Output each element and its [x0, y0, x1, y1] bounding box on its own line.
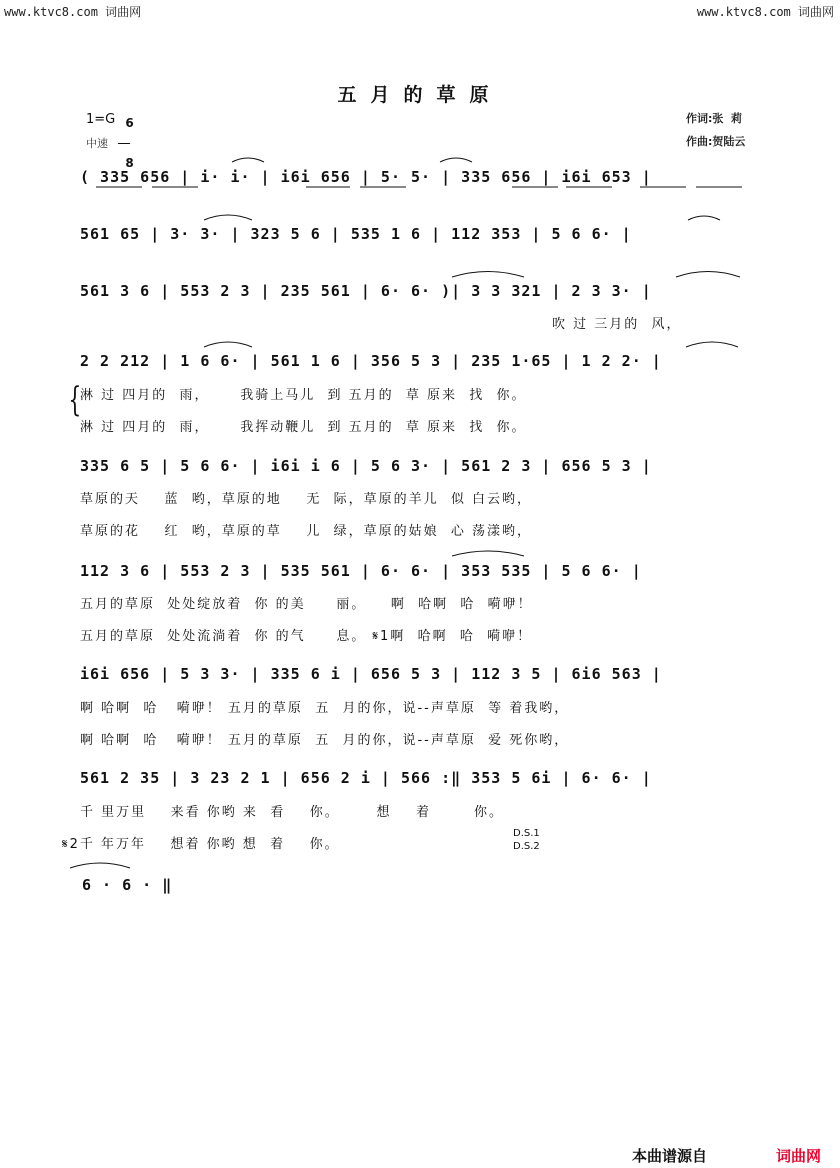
notation-row: i6i 656 | 5 3 3· | 335 6 i | 656 5 3 | 112 3 5 | 6i6 563 | [80, 665, 662, 683]
lyric-line: 千 里万里 来看 你哟 来 看 你。 想 着 你。 [80, 805, 504, 820]
lyric-line: 淋 过 四月的 雨， 我挥动鞭儿 到 五月的 草 原来 找 你。 [80, 420, 527, 435]
lyric-line: 啊 哈啊 哈 嗬咿！ 五月的草原 五 月的你，说--声草原 等 着我哟， [80, 701, 570, 716]
lyric-line: 吹 过 三月的 风， [552, 317, 682, 332]
lyric-line: 𝄋2千 年万年 想着 你哟 想 着 你。 [62, 837, 340, 852]
watermark-left: www.ktvc8.com 词曲网 [4, 5, 142, 19]
time-signature-top: 6 [125, 116, 134, 130]
lyric-line: 五月的草原 处处绽放着 你 的美 丽。 啊 哈啊 哈 嗬咿！ [80, 597, 533, 612]
lyric-line: 啊 哈啊 哈 嗬咿！ 五月的草原 五 月的你，说--声草原 爱 死你哟， [80, 733, 570, 748]
notation-row: 6 · 6 · ‖ [82, 876, 173, 894]
notation-row: 112 3 6 | 553 2 3 | 535 561 | 6· 6· | 353 535 | 5 6 6· | [80, 562, 642, 580]
composer: 作曲:贺陆云 [686, 135, 746, 148]
lyric-line: 五月的草原 处处流淌着 你 的气 息。 𝄋1啊 哈啊 哈 嗬咿！ [80, 629, 533, 644]
footer-brand[interactable]: 词曲网 [776, 1147, 822, 1165]
slur-mark [204, 342, 252, 347]
watermark-right: www.ktvc8.com 词曲网 [696, 5, 834, 19]
notation-row: ( 335 656 | i· i· | i6i 656 | 5· 5· | 335 656 | i6i 653 | [80, 168, 652, 186]
song-title: 五月的草原 [337, 84, 503, 106]
lyric-line: 草原的天 蓝 哟，草原的地 无 际，草原的羊儿 似 白云哟， [80, 492, 532, 507]
time-signature-bottom: 8 [125, 156, 134, 170]
slur-mark [204, 215, 252, 220]
slur-mark [686, 342, 738, 347]
key-signature: 1=G [86, 112, 116, 127]
slur-mark [452, 551, 524, 556]
notation-row: 561 2 35 | 3 23 2 1 | 656 2 i | 566 :‖ 353 5 6i | 6· 6· | [80, 769, 652, 787]
ds1-marker: D.S.1 [513, 828, 540, 839]
slur-mark [676, 272, 740, 278]
notation-row: 561 65 | 3· 3· | 323 5 6 | 535 1 6 | 112 353 | 5 6 6· | [80, 225, 632, 243]
slur-mark [452, 272, 524, 278]
lyricist: 作词:张 莉 [686, 112, 743, 125]
slur-mark [232, 158, 264, 162]
slur-mark [688, 216, 720, 220]
notation-row: 335 6 5 | 5 6 6· | i6i i 6 | 5 6 3· | 561 2 3 | 656 5 3 | [80, 457, 652, 475]
notation-row: 561 3 6 | 553 2 3 | 235 561 | 6· 6· )| 3 3 321 | 2 3 3· | [80, 282, 652, 300]
tempo-marking: 中速 [86, 137, 108, 150]
slur-mark [440, 158, 472, 162]
slur-mark [70, 863, 130, 868]
lyric-line: 淋 过 四月的 雨， 我骑上马儿 到 五月的 草 原来 找 你。 [80, 388, 527, 403]
ds2-marker: D.S.2 [513, 841, 540, 852]
footer-source: 本曲谱源自 [632, 1147, 708, 1165]
notation-row: 2 2 212 | 1 6 6· | 561 1 6 | 356 5 3 | 235 1·65 | 1 2 2· | [80, 352, 662, 370]
verse-brace: { [68, 380, 82, 420]
lyric-line: 草原的花 红 哟，草原的草 儿 绿，草原的姑娘 心 荡漾哟， [80, 524, 532, 539]
